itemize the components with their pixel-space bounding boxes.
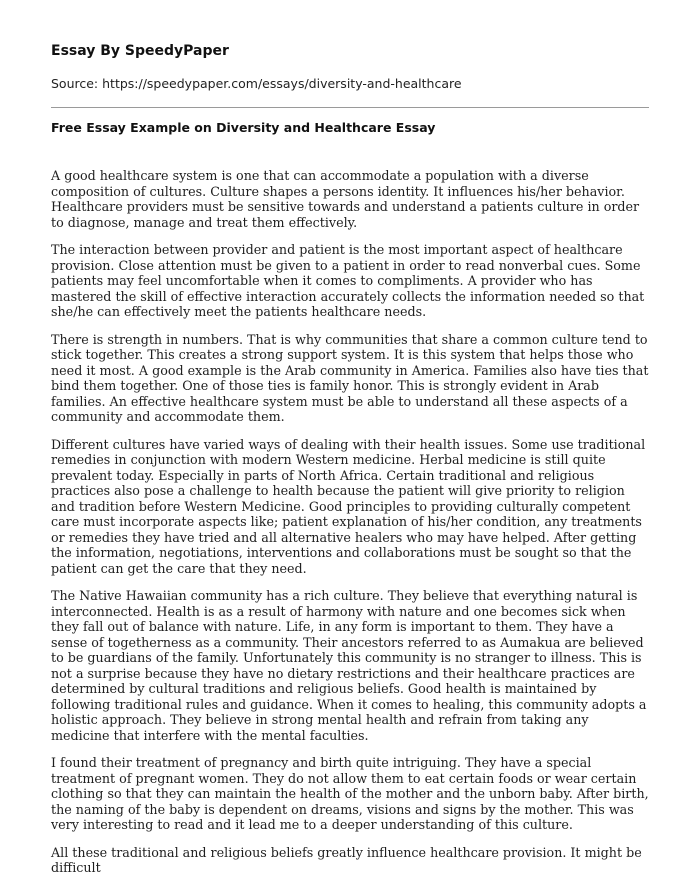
essay-author-line: Essay By SpeedyPaper xyxy=(51,43,229,59)
paragraph: The Native Hawaiian community has a rich culture. They believe that everything natural is interconnected. Health is as a result of harmony with nature and one becomes sick when they fall out of balance with nature. Life, in any form is important to them. They have a sense of togetherness as a community. Their ancestors referred to as Aumakua are believed to be guardians of the family. Unfortunately this community is no stranger to illness. This is not a surprise because they have no dietary restrictions and their healthcare practices are determined by cultural traditions and religious beliefs. Good health is maintained by following traditional rules and guidance. When it comes to healing, this community adopts a holistic approach. They believe in strong mental health and refrain from taking any medicine that interfere with the mental faculties. xyxy=(51,588,647,743)
paragraph: I found their treatment of pregnancy and birth quite intriguing. They have a special treatment of pregnant women. They do not allow them to eat certain foods or wear certain clothing so that they can maintain the health of the mother and the unborn baby. After birth, the naming of the baby is dependent on dreams, visions and signs by the mother. This was very interesting to read and it lead me to a deeper understanding of this culture. xyxy=(51,755,649,832)
paragraph: All these traditional and religious beliefs greatly influence healthcare provision. It might be difficult xyxy=(51,844,642,875)
header-divider xyxy=(51,107,649,108)
paragraph: Different cultures have varied ways of dealing with their health issues. Some use traditional remedies in conjunction with modern Western medicine. Herbal medicine is still quite prevalent today. Especially in parts of North Africa. Certain traditional and religious practices also pose a challenge to health because the patient will give priority to religion and tradition before Western Medicine. Good principles to providing culturally competent care must incorporate aspects like; patient explanation of his/her condition, any treatments or remedies they have tried and all alternative healers who may have helped. After getting the information, negotiations, interventions and collaborations must be sought so that the patient can get the care that they need. xyxy=(51,436,646,576)
essay-body xyxy=(51,168,651,888)
paragraph: The interaction between provider and patient is the most important aspect of healthcare provision. Close attention must be given to a patient in order to read nonverbal cues. Some patients may feel uncomfortable when it comes to compliments. A provider who has mastered the skill of effective interaction accurately collects the information needed so that she/he can effectively meet the patients healthcare needs. xyxy=(51,242,645,319)
paragraph: A good healthcare system is one that can accommodate a population with a diverse composition of cultures. Culture shapes a persons identity. It influences his/her behavior. Healthcare providers must be sensitive towards and understand a patients culture in order to diagnose, manage and treat them effectively. xyxy=(51,168,640,230)
paragraph: There is strength in numbers. That is why communities that share a common culture tend to stick together. This creates a strong support system. It is this system that helps those who need it most. A good example is the Arab community in America. Families also have ties that bind them together. One of those ties is family honor. This is strongly evident in Arab families. An effective healthcare system must be able to understand all these aspects of a community and accommodate them. xyxy=(51,331,649,424)
essay-title: Free Essay Example on Diversity and Healthcare Essay xyxy=(51,120,436,135)
source-line: Source: https://speedypaper.com/essays/diversity-and-healthcare xyxy=(51,76,462,91)
document-header xyxy=(51,42,660,92)
